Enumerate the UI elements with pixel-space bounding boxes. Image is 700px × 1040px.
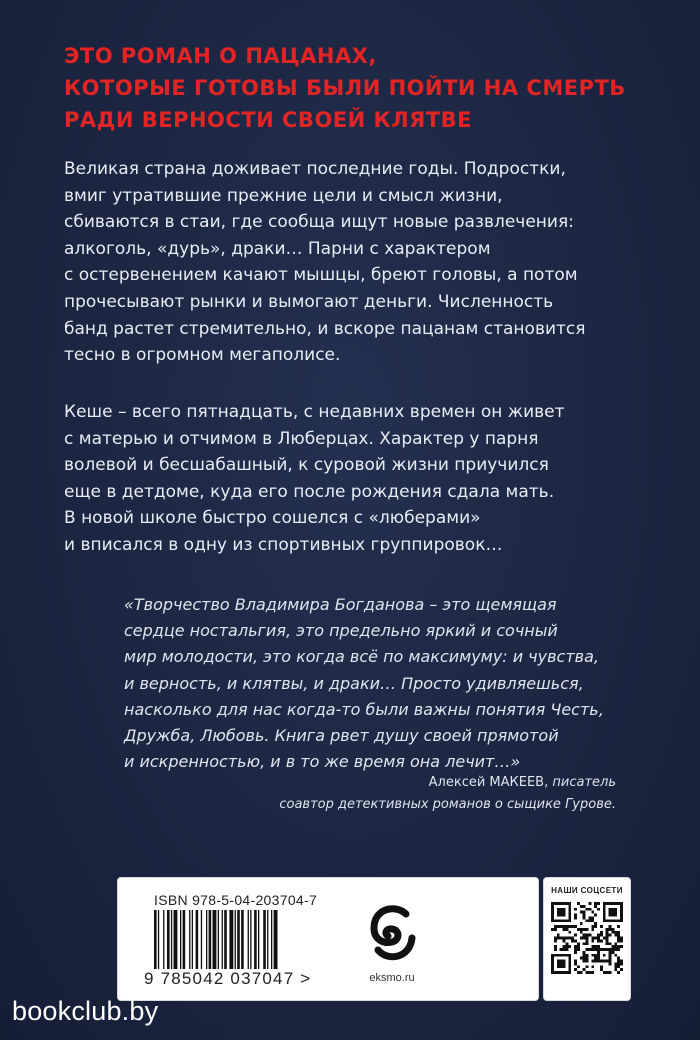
quote-line: и верность, и клятвы, и драки… Просто удивляешься, xyxy=(124,673,584,693)
publisher-site: eksmo.ru xyxy=(369,972,415,984)
text-line: Кеше – всего пятнадцать, с недавних времен он живет xyxy=(64,402,565,422)
text-line: волевой и бесшабашный, к суровой жизни приучился xyxy=(64,455,549,476)
text-line: тесно в огромном мегаполисе. xyxy=(64,345,341,366)
attribution-description: соавтор детективных романов о сыщике Гурове. xyxy=(279,797,616,812)
headline-line: КОТОРЫЕ ГОТОВЫ БЫЛИ ПОЙТИ НА СМЕРТЬ xyxy=(64,76,626,100)
text-line: банд растет стремительно, и вскоре пацанам становится xyxy=(64,318,586,339)
ean-number: 9 785042 037047 > xyxy=(144,969,312,988)
quote-line: насколько для нас когда-то были важны понятия Честь, xyxy=(124,699,604,719)
text-line: сбиваются в стаи, где сообща ищут новые развлечения: xyxy=(64,212,574,233)
quote-line: Дружба, Любовь. Книга рвет душу своей прямотой xyxy=(124,726,559,746)
text-line: еще в детдоме, куда его после рождения сдала мать. xyxy=(64,481,555,502)
review-quote xyxy=(124,592,644,775)
text-line: вмиг утратившие прежние цели и смысл жизни, xyxy=(64,185,503,206)
synopsis-paragraph-2 xyxy=(64,399,664,559)
quote-line: «Творчество Владимира Богданова – это щемящая xyxy=(124,595,557,614)
headline xyxy=(64,40,664,136)
quote-line: сердце ностальгия, это предельно яркий и сочный xyxy=(124,621,558,641)
qr-panel xyxy=(544,878,630,1000)
synopsis-paragraph-1 xyxy=(64,156,664,369)
eksmo-logo-icon xyxy=(366,900,418,964)
quote-attribution xyxy=(279,772,616,816)
qr-code-icon xyxy=(551,902,623,974)
watermark: bookclub.by xyxy=(12,996,159,1026)
text-line: Великая страна доживает последние годы. Подростки, xyxy=(64,159,566,179)
barcode-panel xyxy=(118,878,538,1000)
isbn-text: ISBN 978-5-04-203704-7 xyxy=(154,892,318,908)
attribution-name: Алексей МАКЕЕВ, xyxy=(428,775,549,790)
text-line: и вписался в одну из спортивных группировок… xyxy=(64,534,503,555)
attribution-role: писатель xyxy=(552,775,616,790)
text-line: прочесывают рынки и вымогают деньги. Численность xyxy=(64,291,554,312)
qr-label: НАШИ СОЦСЕТИ xyxy=(551,886,623,895)
text-line: В новой школе быстро сошелся с «люберами» xyxy=(64,508,481,529)
headline-line: РАДИ ВЕРНОСТИ СВОЕЙ КЛЯТВЕ xyxy=(64,108,472,132)
quote-line: мир молодости, это когда всё по максимуму: и чувства, xyxy=(124,647,599,667)
text-line: с остервенением качают мышцы, бреют головы, а потом xyxy=(64,265,578,286)
attribution-name-line xyxy=(279,772,616,794)
text-line: алкоголь, «дурь», драки… Парни с характером xyxy=(64,238,491,259)
headline-line: ЭТО РОМАН О ПАЦАНАХ, xyxy=(64,44,377,68)
text-line: с матерью и отчимом в Люберцах. Характер у парня xyxy=(64,428,539,449)
quote-line: и искренностью, и в то же время она лечит…» xyxy=(124,752,521,772)
